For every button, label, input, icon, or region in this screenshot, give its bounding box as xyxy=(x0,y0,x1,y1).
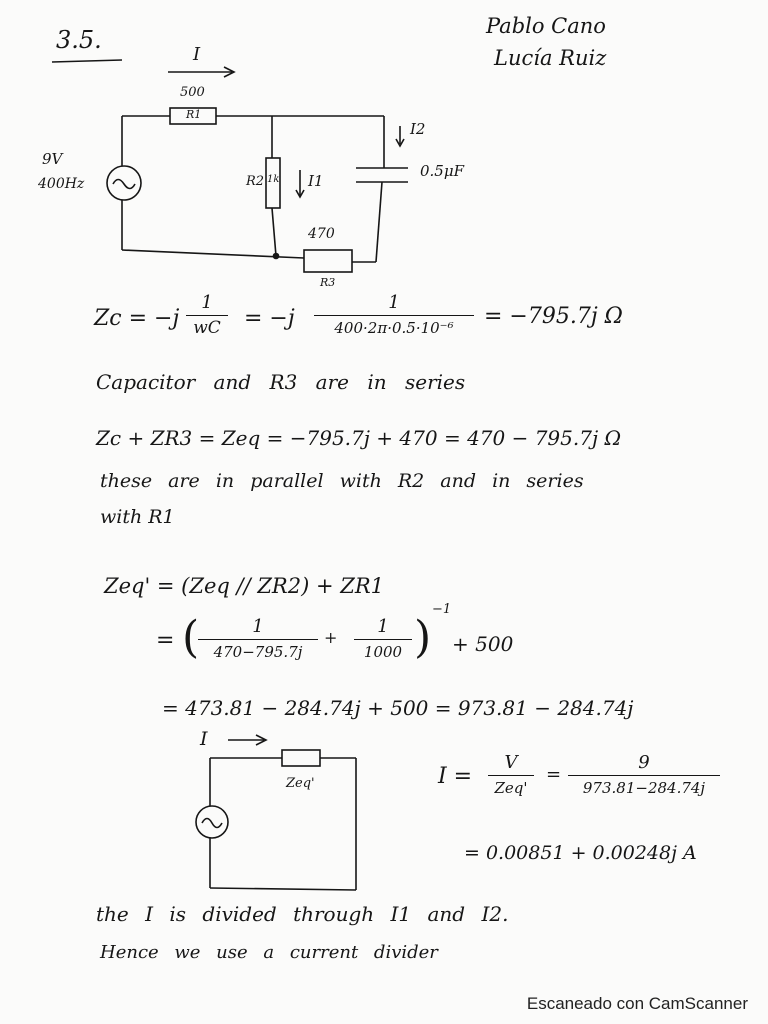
i2-label: I2 xyxy=(410,120,426,138)
current-frac1-den: Zeq' xyxy=(494,779,528,797)
current-frac1-num: V xyxy=(504,752,518,773)
current-eq: = xyxy=(546,764,562,785)
inverse-plus: + xyxy=(324,628,338,647)
closing-line-1: the I is divided through I1 and I2. xyxy=(96,902,509,926)
zc-eq2: = −j xyxy=(244,306,295,331)
zc-frac2-num: 1 xyxy=(388,292,400,313)
source-voltage: 9V xyxy=(42,150,63,168)
current-i-label: I xyxy=(193,44,201,65)
zc-fraction-2 xyxy=(314,292,474,339)
r3-value: 470 xyxy=(308,226,335,242)
camscanner-watermark: Escaneado con CamScanner xyxy=(526,994,748,1013)
series-note: Capacitor and R3 are in series xyxy=(96,370,466,394)
zc-result: = −795.7j Ω xyxy=(484,304,623,329)
circuit2-zeq-label: Zeq' xyxy=(286,776,315,791)
zeq2-line: Zeq' = (Zeq // ZR2) + ZR1 xyxy=(104,574,385,598)
inv-frac2-den: 1000 xyxy=(363,643,403,661)
close-paren: ) xyxy=(414,612,432,663)
problem-number: 3.5. xyxy=(56,26,102,54)
r1-value: 500 xyxy=(180,85,205,100)
current-fraction-1 xyxy=(488,752,534,799)
current-frac2-den: 973.81−284.74j xyxy=(582,779,706,797)
circuit2-current-label: I xyxy=(200,728,208,750)
r2-label: R2 xyxy=(246,174,265,189)
r2-value: 1k xyxy=(267,174,280,185)
i1-label: I1 xyxy=(308,172,324,190)
zc-frac2-den: 400·2π·0.5·10⁻⁶ xyxy=(334,319,454,337)
r3-label: R3 xyxy=(320,276,336,289)
parallel-note-2: with R1 xyxy=(100,506,175,528)
zeq-prime-box xyxy=(282,750,320,766)
closing-line-2: Hence we use a current divider xyxy=(100,942,438,963)
zc-frac1-den: wC xyxy=(193,318,221,338)
inv-frac2-num: 1 xyxy=(377,616,389,637)
inverse-eq-sign: = xyxy=(156,628,175,653)
zeq-line: Zc + ZR3 = Zeq = −795.7j + 470 = 470 − 795.7j Ω xyxy=(96,426,622,450)
inv-frac1-num: 1 xyxy=(252,616,264,637)
current-lhs: I = xyxy=(438,764,473,789)
parallel-note-1: these are in parallel with R2 and in series xyxy=(100,470,584,492)
inverse-fraction-1 xyxy=(198,616,318,663)
open-paren: ( xyxy=(182,612,200,663)
author-2: Lucía Ruiz xyxy=(494,46,607,70)
zc-fraction-1 xyxy=(186,292,228,339)
zeq2-result: = 473.81 − 284.74j + 500 = 973.81 − 284.74j xyxy=(162,696,634,720)
inverse-tail: + 500 xyxy=(452,632,514,656)
inv-frac1-den: 470−795.7j xyxy=(213,643,303,661)
inverse-fraction-2 xyxy=(354,616,412,663)
source-frequency: 400Hz xyxy=(38,176,85,192)
capacitor-value: 0.5μF xyxy=(420,162,465,180)
zc-frac1-num: 1 xyxy=(201,292,213,313)
author-1: Pablo Cano xyxy=(486,14,606,38)
current-fraction-2 xyxy=(568,752,720,799)
inverse-exponent: −1 xyxy=(432,602,452,617)
current-result: = 0.00851 + 0.00248j A xyxy=(464,842,697,864)
current-frac2-num: 9 xyxy=(638,752,650,773)
r3-resistor xyxy=(304,250,352,272)
zc-lhs: Zc = −j xyxy=(94,306,180,331)
r1-label: R1 xyxy=(186,108,202,121)
